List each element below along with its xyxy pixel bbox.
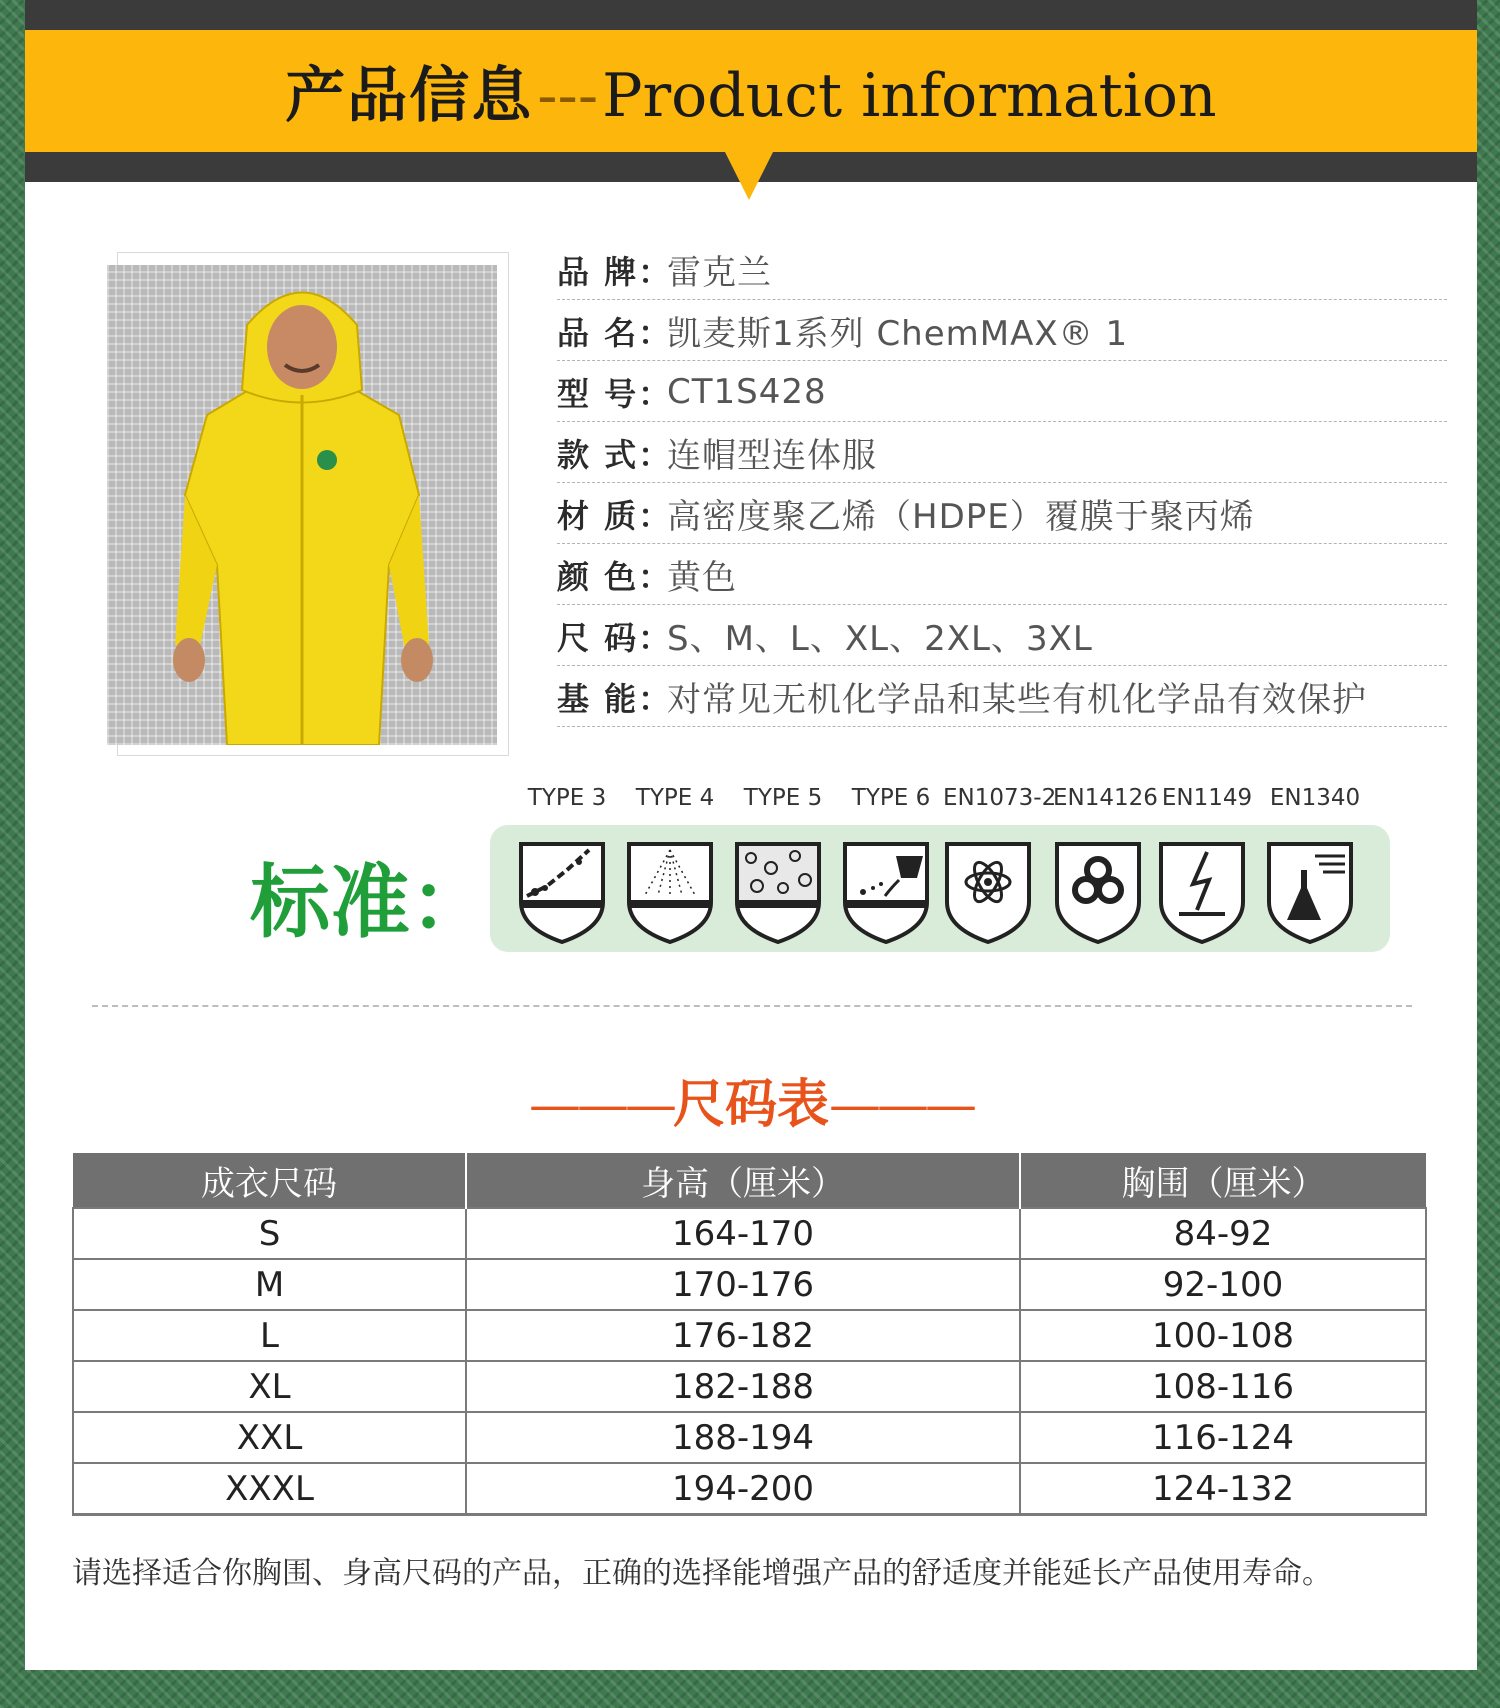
banner-title-cn: 产品信息 bbox=[285, 61, 534, 131]
standard-label: TYPE 3 bbox=[527, 785, 607, 811]
chemical-flask-icon bbox=[1265, 840, 1355, 945]
chest-cell: 100-108 bbox=[1020, 1310, 1426, 1361]
standard-item bbox=[841, 783, 941, 813]
light-splash-icon bbox=[841, 840, 931, 945]
section-divider bbox=[92, 1005, 1412, 1007]
standard-label: EN14126 bbox=[1053, 785, 1158, 811]
standard-label: TYPE 6 bbox=[851, 785, 931, 811]
heading-dash-left: ——— bbox=[528, 1075, 673, 1135]
particles-icon bbox=[733, 840, 823, 945]
height-cell: 188-194 bbox=[466, 1412, 1020, 1463]
size-cell: XL bbox=[73, 1361, 466, 1412]
table-row bbox=[73, 1361, 1426, 1412]
info-row-function bbox=[557, 667, 1447, 727]
banner-separator: --- bbox=[537, 61, 599, 131]
info-row-brand bbox=[557, 240, 1447, 300]
liquid-jet-icon bbox=[517, 840, 607, 945]
info-label: 基 能： bbox=[557, 679, 673, 718]
standard-item bbox=[733, 783, 833, 813]
info-label: 品 名： bbox=[557, 313, 673, 352]
radioactive-particles-icon bbox=[943, 840, 1033, 945]
spray-icon bbox=[625, 840, 715, 945]
info-label: 尺 码： bbox=[557, 618, 673, 657]
standard-item bbox=[943, 783, 1057, 813]
banner-title bbox=[285, 48, 1216, 134]
info-value: 黄色 bbox=[667, 558, 737, 598]
standard-item bbox=[625, 783, 725, 813]
info-value: CT1S428 bbox=[667, 371, 827, 412]
info-value: S、M、L、XL、2XL、3XL bbox=[667, 619, 1093, 659]
info-row-color bbox=[557, 545, 1447, 605]
biohazard-icon bbox=[1053, 840, 1143, 945]
banner bbox=[25, 30, 1477, 152]
chest-cell: 116-124 bbox=[1020, 1412, 1426, 1463]
antistatic-icon bbox=[1157, 840, 1247, 945]
info-label: 品 牌： bbox=[557, 252, 673, 291]
info-value: 高密度聚乙烯（HDPE）覆膜于聚丙烯 bbox=[667, 497, 1255, 537]
size-advice-note: 请选择适合你胸围、身高尺码的产品，正确的选择能增强产品的舒适度并能延长产品使用寿命。 bbox=[72, 1556, 1332, 1591]
table-row bbox=[73, 1208, 1426, 1259]
info-label: 款 式： bbox=[557, 435, 673, 474]
size-cell: XXL bbox=[73, 1412, 466, 1463]
height-cell: 194-200 bbox=[466, 1463, 1020, 1515]
info-value: 凯麦斯1系列 ChemMAX® 1 bbox=[667, 314, 1129, 354]
table-row bbox=[73, 1463, 1426, 1515]
size-table bbox=[72, 1153, 1427, 1516]
banner-title-en: Product information bbox=[602, 61, 1217, 131]
banner-top-band bbox=[25, 0, 1477, 30]
height-cell: 170-176 bbox=[466, 1259, 1020, 1310]
column-header: 成衣尺码 bbox=[73, 1153, 466, 1208]
table-row bbox=[73, 1310, 1426, 1361]
chest-cell: 84-92 bbox=[1020, 1208, 1426, 1259]
standard-item bbox=[1265, 783, 1365, 813]
standards-title: 标准： bbox=[250, 855, 490, 949]
info-value: 雷克兰 bbox=[667, 253, 772, 293]
standard-label: EN1340 bbox=[1269, 785, 1361, 811]
page-panel bbox=[25, 0, 1477, 1670]
height-cell: 164-170 bbox=[466, 1208, 1020, 1259]
standard-label: TYPE 4 bbox=[635, 785, 715, 811]
standard-item bbox=[517, 783, 617, 813]
product-photo bbox=[107, 265, 497, 745]
column-header: 身高（厘米） bbox=[466, 1153, 1020, 1208]
standard-item bbox=[1157, 783, 1257, 813]
info-value: 连帽型连体服 bbox=[667, 436, 877, 476]
standard-item bbox=[1053, 783, 1158, 813]
info-label: 颜 色： bbox=[557, 557, 673, 596]
info-row-material bbox=[557, 484, 1447, 544]
table-row bbox=[73, 1412, 1426, 1463]
info-row-product-name bbox=[557, 301, 1447, 361]
heading-dash-right: ——— bbox=[829, 1075, 973, 1135]
size-cell: XXXL bbox=[73, 1463, 466, 1515]
standard-label: TYPE 5 bbox=[743, 785, 823, 811]
info-value: 对常见无机化学品和某些有机化学品有效保护 bbox=[667, 680, 1367, 720]
table-header-row bbox=[73, 1153, 1426, 1208]
height-cell: 182-188 bbox=[466, 1361, 1020, 1412]
info-label: 材 质： bbox=[557, 496, 673, 535]
info-row-sizes bbox=[557, 606, 1447, 666]
banner-pointer-icon bbox=[725, 152, 773, 200]
size-cell: S bbox=[73, 1208, 466, 1259]
column-header: 胸围（厘米） bbox=[1020, 1153, 1426, 1208]
size-table-title: 尺码表 bbox=[672, 1074, 829, 1135]
chest-cell: 92-100 bbox=[1020, 1259, 1426, 1310]
chest-cell: 124-132 bbox=[1020, 1463, 1426, 1515]
size-table-heading bbox=[25, 1062, 1477, 1137]
standard-label: EN1149 bbox=[1161, 785, 1253, 811]
product-info bbox=[557, 240, 1447, 728]
size-cell: M bbox=[73, 1259, 466, 1310]
size-cell: L bbox=[73, 1310, 466, 1361]
info-row-model bbox=[557, 362, 1447, 422]
table-row bbox=[73, 1259, 1426, 1310]
standard-label: EN1073-2 bbox=[943, 785, 1057, 811]
chest-cell: 108-116 bbox=[1020, 1361, 1426, 1412]
info-label: 型 号： bbox=[557, 374, 673, 413]
height-cell: 176-182 bbox=[466, 1310, 1020, 1361]
info-row-style bbox=[557, 423, 1447, 483]
